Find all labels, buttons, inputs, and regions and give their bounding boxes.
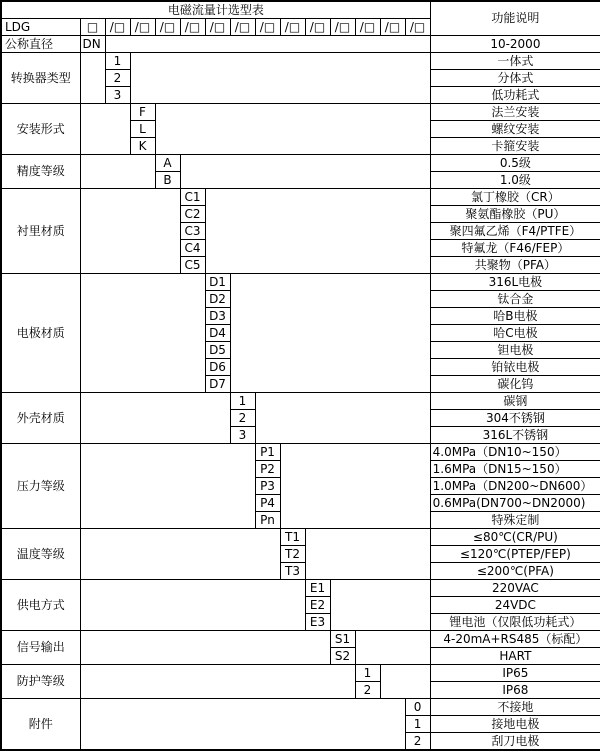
desc-cell: 螺纹安装 bbox=[430, 121, 600, 138]
code-cell: 1 bbox=[355, 665, 380, 682]
desc-cell: 哈C电极 bbox=[430, 325, 600, 342]
empty-region bbox=[355, 631, 430, 665]
model-digit-box: /□ bbox=[105, 19, 130, 36]
code-cell: S2 bbox=[330, 648, 355, 665]
code-cell: L bbox=[130, 121, 155, 138]
model-digit-box: /□ bbox=[405, 19, 430, 36]
code-cell: Pn bbox=[255, 512, 280, 529]
code-cell: P1 bbox=[255, 444, 280, 461]
empty-region bbox=[380, 665, 430, 699]
model-digit-box: /□ bbox=[380, 19, 405, 36]
empty-region bbox=[305, 529, 430, 580]
empty-region bbox=[330, 580, 430, 631]
desc-cell: 锂电池（仅限低功耗式） bbox=[430, 614, 600, 631]
code-cell: 2 bbox=[405, 733, 430, 751]
table-title: 电磁流量计选型表 bbox=[1, 1, 430, 19]
desc-cell: 4.0MPa（DN10~150） bbox=[430, 444, 600, 461]
empty-region bbox=[80, 393, 230, 444]
empty-region bbox=[130, 53, 430, 104]
desc-cell: 316L电极 bbox=[430, 274, 600, 291]
section-label-pressure-rating: 压力等级 bbox=[1, 444, 80, 529]
model-digit-box: /□ bbox=[280, 19, 305, 36]
empty-region bbox=[80, 580, 305, 631]
code-cell: P2 bbox=[255, 461, 280, 478]
empty-region bbox=[80, 189, 180, 274]
desc-cell: IP68 bbox=[430, 682, 600, 699]
model-digit-box: /□ bbox=[355, 19, 380, 36]
section-label-nominal-diameter: 公称直径 bbox=[1, 36, 80, 53]
code-cell: F bbox=[130, 104, 155, 121]
desc-cell: HART bbox=[430, 648, 600, 665]
desc-cell: 一体式 bbox=[430, 53, 600, 70]
code-cell: D6 bbox=[205, 359, 230, 376]
desc-cell: IP65 bbox=[430, 665, 600, 682]
empty-region bbox=[280, 444, 430, 529]
section-label-accuracy-class: 精度等级 bbox=[1, 155, 80, 189]
model-digit-box: /□ bbox=[255, 19, 280, 36]
section-label-protection-rating: 防护等级 bbox=[1, 665, 80, 699]
desc-cell: 24VDC bbox=[430, 597, 600, 614]
empty-region bbox=[80, 444, 255, 529]
empty-region bbox=[155, 104, 430, 155]
section-label-liner-material: 衬里材质 bbox=[1, 189, 80, 274]
section-label-converter-type: 转换器类型 bbox=[1, 53, 80, 104]
desc-cell: 特殊定制 bbox=[430, 512, 600, 529]
code-cell: B bbox=[155, 172, 180, 189]
model-first-box: □ bbox=[80, 19, 105, 36]
section-label-temperature-rating: 温度等级 bbox=[1, 529, 80, 580]
model-digit-box: /□ bbox=[155, 19, 180, 36]
code-cell: D5 bbox=[205, 342, 230, 359]
desc-cell: 钛合金 bbox=[430, 291, 600, 308]
desc-cell: 220VAC bbox=[430, 580, 600, 597]
code-cell: E2 bbox=[305, 597, 330, 614]
code-cell: 2 bbox=[355, 682, 380, 699]
code-cell: 3 bbox=[230, 427, 255, 444]
code-cell: D1 bbox=[205, 274, 230, 291]
section-label-power-supply: 供电方式 bbox=[1, 580, 80, 631]
model-prefix: LDG bbox=[1, 19, 80, 36]
desc-cell: 304不锈钢 bbox=[430, 410, 600, 427]
desc-cell: 316L不锈钢 bbox=[430, 427, 600, 444]
empty-region bbox=[80, 529, 280, 580]
code-cell: T3 bbox=[280, 563, 305, 580]
model-digit-box: /□ bbox=[130, 19, 155, 36]
code-cell: 1 bbox=[405, 716, 430, 733]
desc-cell: 法兰安装 bbox=[430, 104, 600, 121]
model-digit-box: /□ bbox=[305, 19, 330, 36]
code-cell: T2 bbox=[280, 546, 305, 563]
desc-cell: 接地电极 bbox=[430, 716, 600, 733]
code-cell: C5 bbox=[180, 257, 205, 274]
desc-cell: 碳钢 bbox=[430, 393, 600, 410]
desc-cell: 碳化钨 bbox=[430, 376, 600, 393]
desc-cell: ≤80℃(CR/PU) bbox=[430, 529, 600, 546]
desc-cell: 1.6MPa（DN15~150） bbox=[430, 461, 600, 478]
desc-cell: 0.6MPa(DN700~DN2000) bbox=[430, 495, 600, 512]
code-cell: C3 bbox=[180, 223, 205, 240]
desc-cell: 4-20mA+RS485（标配） bbox=[430, 631, 600, 648]
code-cell: C1 bbox=[180, 189, 205, 206]
code-cell: 0 bbox=[405, 699, 430, 716]
code-cell: K bbox=[130, 138, 155, 155]
empty-region bbox=[80, 104, 130, 155]
empty-region bbox=[80, 155, 155, 189]
code-cell: P3 bbox=[255, 478, 280, 495]
model-digit-box: /□ bbox=[205, 19, 230, 36]
code-cell: D7 bbox=[205, 376, 230, 393]
desc-cell: 特氟龙（F46/FEP） bbox=[430, 240, 600, 257]
code-cell: C4 bbox=[180, 240, 205, 257]
desc-cell: 分体式 bbox=[430, 70, 600, 87]
code-cell: S1 bbox=[330, 631, 355, 648]
code-cell: D2 bbox=[205, 291, 230, 308]
empty-region bbox=[180, 155, 430, 189]
code-cell: 2 bbox=[230, 410, 255, 427]
section-label-accessories: 附件 bbox=[1, 699, 80, 751]
code-cell: P4 bbox=[255, 495, 280, 512]
section-label-electrode-material: 电极材质 bbox=[1, 274, 80, 393]
desc-cell: 哈B电极 bbox=[430, 308, 600, 325]
section-label-installation-type: 安装形式 bbox=[1, 104, 80, 155]
desc-cell: 1.0级 bbox=[430, 172, 600, 189]
empty-region bbox=[205, 189, 430, 274]
desc-cell: 0.5级 bbox=[430, 155, 600, 172]
desc-cell: 氯丁橡胶（CR） bbox=[430, 189, 600, 206]
desc-cell: 卡箍安装 bbox=[430, 138, 600, 155]
code-cell: T1 bbox=[280, 529, 305, 546]
code-cell: DN bbox=[80, 36, 105, 53]
desc-cell: 聚四氟乙烯（F4/PTFE） bbox=[430, 223, 600, 240]
desc-cell: ≤200℃(PFA) bbox=[430, 563, 600, 580]
empty-region bbox=[80, 699, 405, 751]
desc-cell: 钽电极 bbox=[430, 342, 600, 359]
desc-cell: 共聚物（PFA） bbox=[430, 257, 600, 274]
empty-region bbox=[80, 631, 330, 665]
model-digit-box: /□ bbox=[180, 19, 205, 36]
code-cell: E3 bbox=[305, 614, 330, 631]
empty-region bbox=[230, 274, 430, 393]
code-cell: D3 bbox=[205, 308, 230, 325]
empty-region bbox=[80, 665, 355, 699]
empty-region bbox=[255, 393, 430, 444]
empty-region bbox=[80, 274, 205, 393]
desc-cell: 聚氨酯橡胶（PU） bbox=[430, 206, 600, 223]
desc-cell: 不接地 bbox=[430, 699, 600, 716]
code-cell: D4 bbox=[205, 325, 230, 342]
desc-cell: 刮刀电极 bbox=[430, 733, 600, 751]
desc-cell: 10-2000 bbox=[430, 36, 600, 53]
function-description-header: 功能说明 bbox=[430, 1, 600, 36]
desc-cell: 铂铱电极 bbox=[430, 359, 600, 376]
desc-cell: ≤120℃(PTEP/FEP) bbox=[430, 546, 600, 563]
section-label-housing-material: 外壳材质 bbox=[1, 393, 80, 444]
empty-region bbox=[80, 53, 105, 104]
model-digit-box: /□ bbox=[330, 19, 355, 36]
section-label-signal-output: 信号输出 bbox=[1, 631, 80, 665]
code-cell: 1 bbox=[230, 393, 255, 410]
empty-region bbox=[105, 36, 430, 53]
code-cell: 3 bbox=[105, 87, 130, 104]
model-digit-box: /□ bbox=[230, 19, 255, 36]
code-cell: 1 bbox=[105, 53, 130, 70]
code-cell: A bbox=[155, 155, 180, 172]
desc-cell: 低功耗式 bbox=[430, 87, 600, 104]
code-cell: 2 bbox=[105, 70, 130, 87]
desc-cell: 1.0MPa（DN200~DN600） bbox=[430, 478, 600, 495]
code-cell: C2 bbox=[180, 206, 205, 223]
code-cell: E1 bbox=[305, 580, 330, 597]
